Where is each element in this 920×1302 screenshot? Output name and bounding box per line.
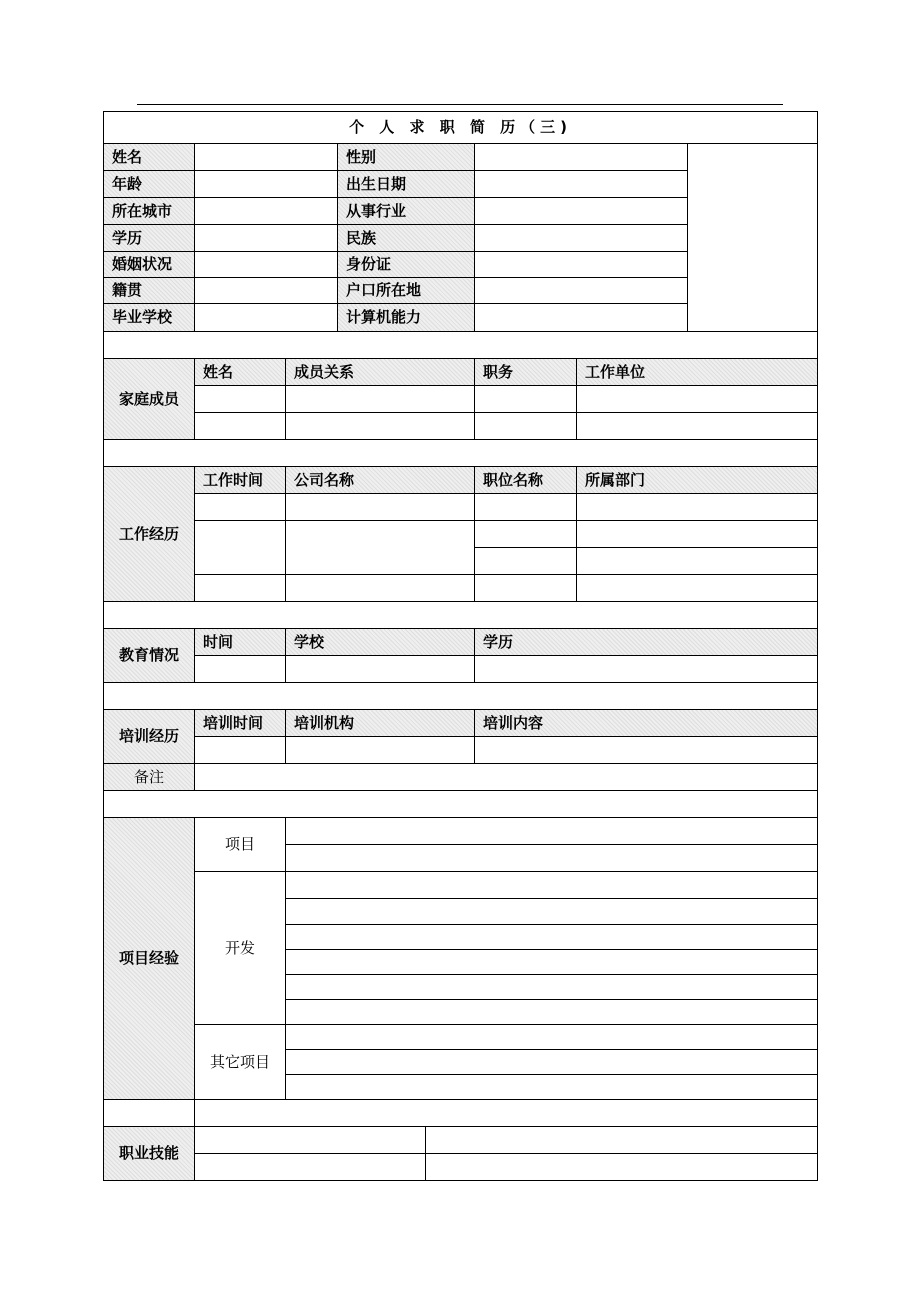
education-header-time: 时间 xyxy=(195,629,286,656)
project-line[interactable] xyxy=(286,1050,818,1075)
label-gender: 性别 xyxy=(338,144,475,171)
project-line[interactable] xyxy=(286,925,818,950)
section-training: 培训经历 xyxy=(104,710,195,764)
project-line[interactable] xyxy=(286,872,818,899)
family-header-position: 职务 xyxy=(475,359,577,386)
field-industry[interactable] xyxy=(475,198,688,225)
training-cell[interactable] xyxy=(286,737,475,764)
work-header-company: 公司名称 xyxy=(286,467,475,494)
field-name[interactable] xyxy=(195,144,338,171)
field-computer-skills[interactable] xyxy=(475,304,688,332)
family-cell[interactable] xyxy=(286,386,475,413)
training-header-institution: 培训机构 xyxy=(286,710,475,737)
label-birthdate: 出生日期 xyxy=(338,171,475,198)
label-name: 姓名 xyxy=(104,144,195,171)
work-cell[interactable] xyxy=(286,494,475,521)
training-cell[interactable] xyxy=(475,737,818,764)
family-cell[interactable] xyxy=(195,413,286,440)
skills-cell[interactable] xyxy=(426,1127,818,1154)
project-line[interactable] xyxy=(286,899,818,925)
section-project-experience: 项目经验 xyxy=(104,818,195,1100)
family-header-employer: 工作单位 xyxy=(577,359,818,386)
work-cell[interactable] xyxy=(475,548,577,575)
label-industry: 从事行业 xyxy=(338,198,475,225)
education-cell[interactable] xyxy=(286,656,475,683)
section-work-history: 工作经历 xyxy=(104,467,195,602)
field-id-card[interactable] xyxy=(475,252,688,278)
field-gender[interactable] xyxy=(475,144,688,171)
skills-cell[interactable] xyxy=(195,1154,426,1181)
field-birthdate[interactable] xyxy=(475,171,688,198)
section-professional-skills: 职业技能 xyxy=(104,1127,195,1181)
project-line[interactable] xyxy=(286,1025,818,1050)
resume-form xyxy=(103,111,818,1181)
label-remarks: 备注 xyxy=(104,764,195,791)
project-sub-development: 开发 xyxy=(195,872,286,1025)
spacer-row xyxy=(104,791,818,818)
work-cell[interactable] xyxy=(195,494,286,521)
family-header-relation: 成员关系 xyxy=(286,359,475,386)
label-graduate-school: 毕业学校 xyxy=(104,304,195,332)
training-cell[interactable] xyxy=(195,737,286,764)
blank-label-cell xyxy=(104,1100,195,1127)
field-city[interactable] xyxy=(195,198,338,225)
skills-cell[interactable] xyxy=(195,1127,426,1154)
label-native-place: 籍贯 xyxy=(104,278,195,304)
family-header-name: 姓名 xyxy=(195,359,286,386)
project-line[interactable] xyxy=(286,975,818,1000)
family-cell[interactable] xyxy=(577,413,818,440)
family-cell[interactable] xyxy=(195,386,286,413)
training-header-content: 培训内容 xyxy=(475,710,818,737)
page-title: 个 人 求 职 简 历（三) xyxy=(104,112,818,144)
field-remarks[interactable] xyxy=(195,764,818,791)
work-cell[interactable] xyxy=(195,521,286,575)
field-marital-status[interactable] xyxy=(195,252,338,278)
work-cell[interactable] xyxy=(475,575,577,602)
field-graduate-school[interactable] xyxy=(195,304,338,332)
field-native-place[interactable] xyxy=(195,278,338,304)
work-cell[interactable] xyxy=(475,494,577,521)
label-marital-status: 婚姻状况 xyxy=(104,252,195,278)
field-ethnicity[interactable] xyxy=(475,225,688,252)
blank-field-cell[interactable] xyxy=(195,1100,818,1127)
education-header-degree: 学历 xyxy=(475,629,818,656)
work-cell[interactable] xyxy=(577,548,818,575)
work-cell[interactable] xyxy=(195,575,286,602)
project-line[interactable] xyxy=(286,818,818,845)
label-age: 年龄 xyxy=(104,171,195,198)
work-cell[interactable] xyxy=(577,494,818,521)
project-line[interactable] xyxy=(286,845,818,872)
family-cell[interactable] xyxy=(475,386,577,413)
work-cell[interactable] xyxy=(577,575,818,602)
family-cell[interactable] xyxy=(286,413,475,440)
work-header-department: 所属部门 xyxy=(577,467,818,494)
section-education: 教育情况 xyxy=(104,629,195,683)
photo-box xyxy=(688,144,818,332)
education-cell[interactable] xyxy=(195,656,286,683)
spacer-row xyxy=(104,683,818,710)
label-degree: 学历 xyxy=(104,225,195,252)
label-id-card: 身份证 xyxy=(338,252,475,278)
label-household-registration: 户口所在地 xyxy=(338,278,475,304)
field-age[interactable] xyxy=(195,171,338,198)
education-cell[interactable] xyxy=(475,656,818,683)
header-rule xyxy=(137,104,783,105)
training-header-time: 培训时间 xyxy=(195,710,286,737)
work-cell[interactable] xyxy=(286,575,475,602)
field-degree[interactable] xyxy=(195,225,338,252)
spacer-row xyxy=(104,332,818,359)
work-cell[interactable] xyxy=(577,521,818,548)
project-sub-project: 项目 xyxy=(195,818,286,872)
work-cell[interactable] xyxy=(286,521,475,575)
education-header-school: 学校 xyxy=(286,629,475,656)
family-cell[interactable] xyxy=(475,413,577,440)
field-household-registration[interactable] xyxy=(475,278,688,304)
project-line[interactable] xyxy=(286,950,818,975)
family-cell[interactable] xyxy=(577,386,818,413)
project-line[interactable] xyxy=(286,1000,818,1025)
project-sub-other-projects: 其它项目 xyxy=(195,1025,286,1100)
section-family: 家庭成员 xyxy=(104,359,195,440)
spacer-row xyxy=(104,602,818,629)
spacer-row xyxy=(104,440,818,467)
skills-cell[interactable] xyxy=(426,1154,818,1181)
work-header-time: 工作时间 xyxy=(195,467,286,494)
work-header-title: 职位名称 xyxy=(475,467,577,494)
work-cell[interactable] xyxy=(475,521,577,548)
project-line[interactable] xyxy=(286,1075,818,1100)
label-city: 所在城市 xyxy=(104,198,195,225)
label-ethnicity: 民族 xyxy=(338,225,475,252)
label-computer-skills: 计算机能力 xyxy=(338,304,475,332)
